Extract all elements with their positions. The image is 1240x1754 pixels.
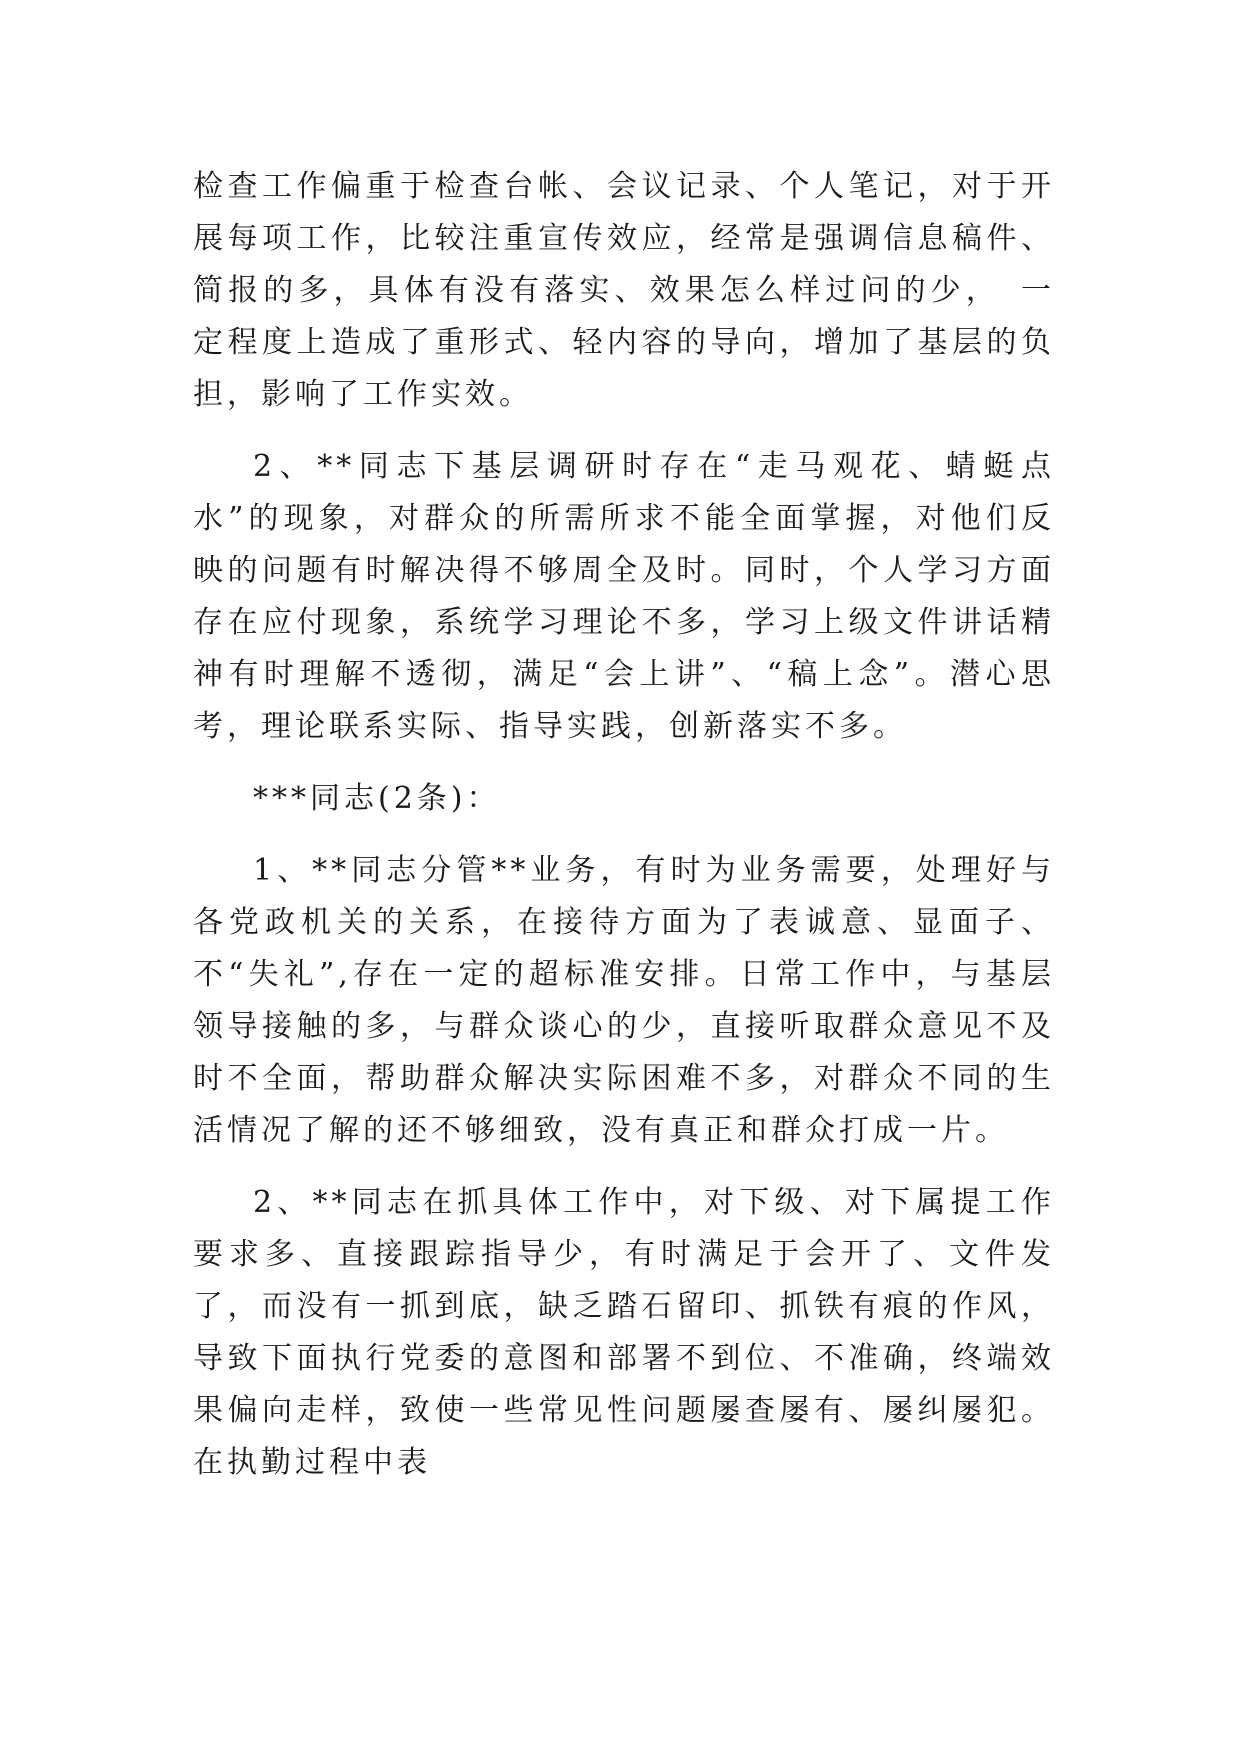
document-page: [193, 161, 1055, 1509]
paragraph-item-2-work-style: 2、**同志在抓具体工作中，对下级、对下属提工作要求多、直接跟踪指导少，有时满足于会开了、文件发了，而没有一抓到底，缺乏踏石留印、抓铁有痕的作风，导致下面执行党委的意图和部署不到位、不准确，终端效果偏向走样，致使一些常见性问题屡查屡有、屡纠屡犯。在执勤过程中表: [193, 1185, 1055, 1480]
paragraph-continuation: 检查工作偏重于检查台帐、会议记录、个人笔记，对于开展每项工作，比较注重宣传效应，经常是强调信息稿件、简报的多，具体有没有落实、效果怎么样过问的少， 一定程度上造成了重形式、轻内容的导向，增加了基层的负担，影响了工作实效。: [193, 169, 1055, 412]
paragraph-item-2-study: 2、**同志下基层调研时存在“走马观花、蜻蜓点水”的现象，对群众的所需所求不能全面掌握，对他们反映的问题有时解决得不够周全及时。同时，个人学习方面存在应付现象，系统学习理论不多，学习上级文件讲话精神有时理解不透彻，满足“会上讲”、“稿上念”。潜心思考，理论联系实际、指导实践，创新落实不多。: [193, 449, 1055, 744]
section-heading: ***同志(2条)：: [253, 781, 501, 816]
paragraph-item-1-reception: 1、**同志分管**业务，有时为业务需要，处理好与各党政机关的关系，在接待方面为了表诚意、显面子、不“失礼”,存在一定的超标准安排。日常工作中，与基层领导接触的多，与群众谈心的少，直接听取群众意见不及时不全面，帮助群众解决实际困难不多，对群众不同的生活情况了解的还不够细致，没有真正和群众打成一片。: [193, 853, 1055, 1148]
